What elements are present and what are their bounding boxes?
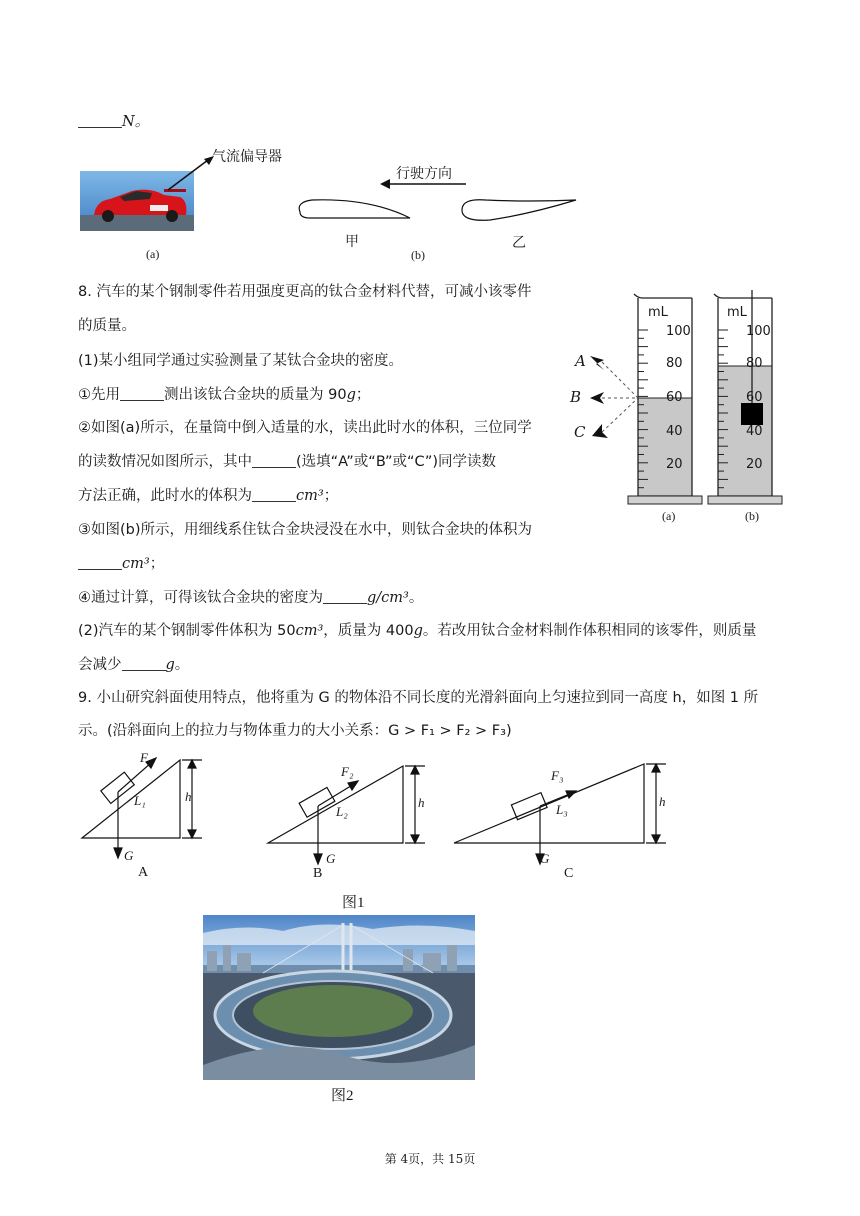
force-f2: F₂ bbox=[341, 764, 354, 779]
tick-label-b-60: 60 bbox=[746, 390, 763, 405]
q8-part1: (1)某小组同学通过实验测量了某钛合金块的密度。 bbox=[78, 353, 404, 369]
tick-label-b-40: 40 bbox=[746, 424, 763, 439]
tick-label-b-100: 100 bbox=[746, 324, 771, 339]
q8-step1: ①先用 测出该钛合金块的质量为 90g； bbox=[78, 387, 371, 403]
figure2-caption: 图2 bbox=[331, 1088, 354, 1104]
reader-a: A bbox=[575, 352, 586, 370]
q8-step4: ④通过计算，可得该钛合金块的密度为 g/cm³。 bbox=[78, 590, 424, 606]
height-h-a: h bbox=[185, 789, 192, 804]
q8-part2-2: 会减少 g。 bbox=[78, 657, 190, 673]
airfoil-jia bbox=[299, 200, 410, 218]
unit-text: N。 bbox=[122, 114, 150, 130]
cylinder-a bbox=[628, 294, 702, 504]
tick-label-a-100: 100 bbox=[666, 324, 691, 339]
cylinder-caption-b: (b) bbox=[745, 509, 759, 523]
tick-label-a-40: 40 bbox=[666, 424, 683, 439]
force-f3: F₃ bbox=[551, 768, 564, 783]
reader-b: B bbox=[570, 388, 582, 406]
label-yi: 乙 bbox=[512, 235, 526, 251]
height-h-c: h bbox=[659, 794, 666, 809]
q8-intro-1: 8. 汽车的某个钢制零件若用强度更高的钛合金材料代替，可减小该零件 bbox=[78, 284, 532, 300]
q9-line-1: 9. 小山研究斜面使用特点，他将重为 G 的物体沿不同长度的光滑斜面向上匀速拉到同一高度 h，如图 1 所 bbox=[78, 690, 759, 706]
q8-part2-1: (2)汽车的某个钢制零件体积为 50cm³，质量为 400g。若改用钛合金材料制作体积相同的该零件，则质量 bbox=[78, 623, 757, 639]
label-jia: 甲 bbox=[345, 234, 359, 250]
figure1-caption: 图1 bbox=[342, 895, 365, 911]
q8-step2-2: 的读数情况如图所示，其中 (选填“A”或“B”或“C”)同学读数 bbox=[78, 454, 497, 470]
length-l2: L₂ bbox=[336, 804, 348, 819]
spoiler-label: 气流偏导器 bbox=[212, 149, 282, 165]
caption-b: (b) bbox=[411, 248, 425, 262]
q9-line-2: 示。(沿斜面向上的拉力与物体重力的大小关系：G > F₁ > F₂ > F₃) bbox=[78, 723, 512, 739]
caption-a: (a) bbox=[146, 247, 160, 261]
reader-c: C bbox=[574, 423, 586, 441]
height-h-b: h bbox=[418, 795, 425, 810]
direction-label: 行驶方向 bbox=[396, 166, 452, 182]
airfoil-yi bbox=[462, 200, 576, 221]
q8-intro-2: 的质量。 bbox=[78, 318, 136, 334]
tick-label-a-60: 60 bbox=[666, 390, 683, 405]
tick-label-a-80: 80 bbox=[666, 356, 683, 371]
caption-incline-c: C bbox=[564, 866, 574, 881]
cylinder-b bbox=[708, 290, 782, 504]
tick-label-b-80: 80 bbox=[746, 356, 763, 371]
caption-incline-b: B bbox=[313, 866, 323, 881]
answer-blank bbox=[78, 113, 122, 128]
cylinder-caption-a: (a) bbox=[662, 509, 676, 523]
caption-incline-a: A bbox=[138, 865, 149, 880]
unit-label-a: mL bbox=[648, 305, 668, 320]
bridge-photo bbox=[203, 915, 475, 1080]
q8-step3-2: cm³； bbox=[78, 554, 164, 574]
q7-answer-line bbox=[78, 112, 149, 132]
q8-step2-1: ②如图(a)所示，在量筒中倒入适量的水，读出此时水的体积，三位同学 bbox=[78, 420, 532, 436]
tick-label-b-20: 20 bbox=[746, 457, 763, 472]
weight-g-a: G bbox=[124, 848, 134, 863]
q8-step3-1: ③如图(b)所示，用细线系住钛合金块浸没在水中，则钛合金块的体积为 bbox=[78, 522, 533, 538]
page-footer: 第 4页，共 15页 bbox=[384, 1152, 476, 1166]
incline-figures bbox=[78, 748, 698, 868]
pointer-arrow bbox=[160, 150, 220, 195]
tick-label-a-20: 20 bbox=[666, 457, 683, 472]
unit-label-b: mL bbox=[727, 305, 747, 320]
weight-g-b: G bbox=[326, 851, 336, 866]
q8-step2-3: 方法正确，此时水的体积为 cm³； bbox=[78, 488, 339, 504]
airfoils bbox=[290, 190, 580, 230]
length-l3: L₃ bbox=[556, 802, 568, 817]
length-l1: L₁ bbox=[134, 793, 146, 808]
force-f1: F₁ bbox=[140, 750, 153, 765]
weight-g-c: G bbox=[540, 851, 550, 866]
